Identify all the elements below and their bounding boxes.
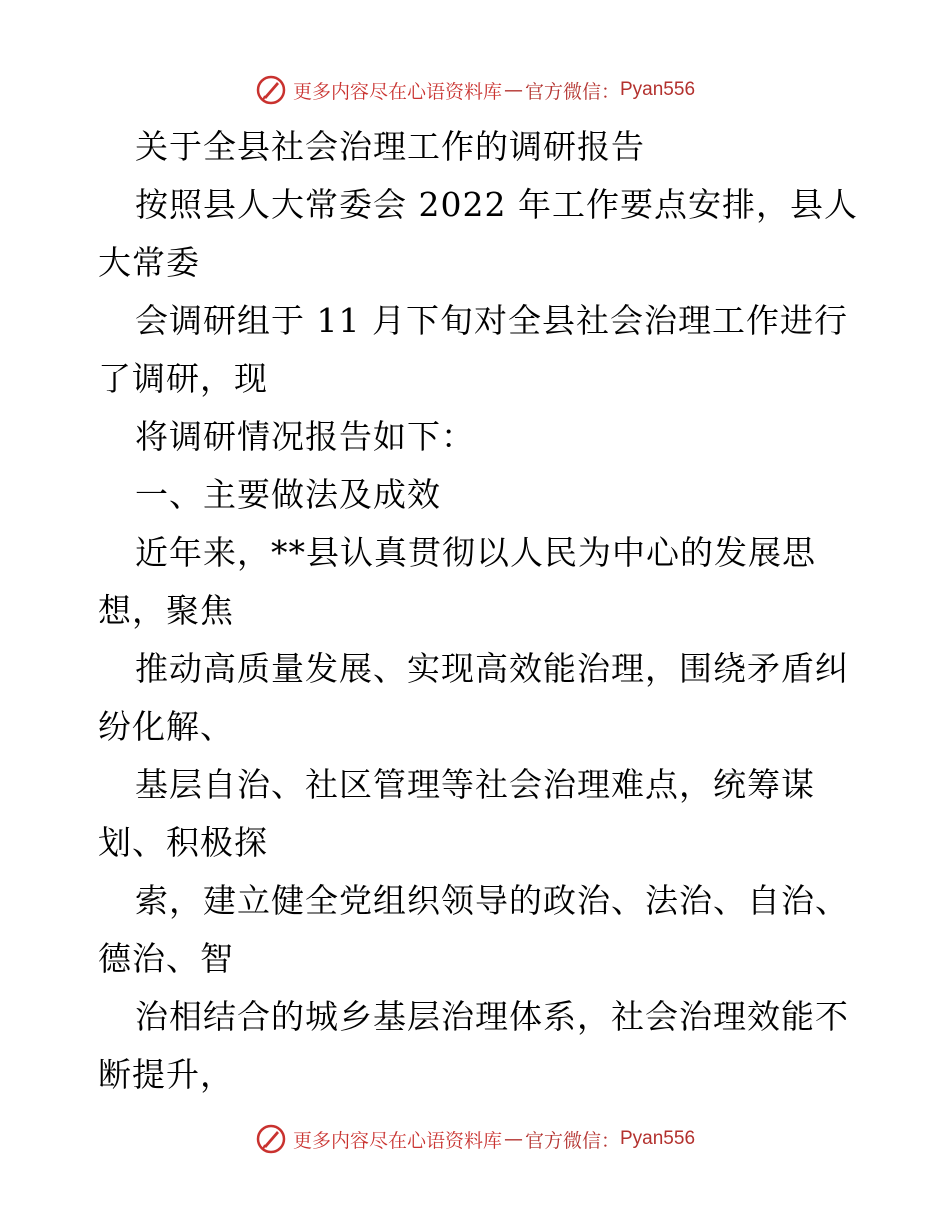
paragraph-line: 索，建立健全党组织领导的政治、法治、自治、 (135, 881, 849, 920)
quill-circle-icon (255, 74, 287, 106)
paragraph-line: 大常委 (98, 243, 200, 282)
watermark-label: 官方微信： (524, 1129, 620, 1152)
document-body (98, 118, 858, 1104)
paragraph-line: 纷化解、 (98, 707, 234, 746)
section-heading: 一、主要做法及成效 (135, 475, 441, 514)
paragraph-line: 按照县人大常委会 2022 年工作要点安排，县人 (135, 185, 858, 224)
paragraph-line: 了调研，现 (98, 359, 268, 398)
watermark-main-text: 更多内容尽在心语资料库 (292, 1129, 502, 1152)
paragraph-line: 治相结合的城乡基层治理体系，社会治理效能不 (135, 997, 849, 1036)
paragraph-line: 推动高质量发展、实现高效能治理，围绕矛盾纠 (135, 649, 849, 688)
watermark-wechat-id: Pyan556 (620, 79, 696, 100)
watermark-dash: — (503, 1128, 523, 1150)
paragraph-line: 会调研组于 11 月下旬对全县社会治理工作进行 (135, 301, 848, 340)
paragraph-line: 想，聚焦 (98, 591, 234, 630)
watermark-dash: — (503, 79, 523, 101)
watermark-label: 官方微信： (524, 80, 620, 103)
footer-watermark (0, 1119, 950, 1159)
paragraph-line: 将调研情况报告如下： (135, 417, 475, 456)
quill-circle-icon (255, 1123, 287, 1155)
header-watermark (0, 70, 950, 110)
paragraph-line: 断提升， (98, 1055, 234, 1094)
paragraph-line: 划、积极探 (98, 823, 268, 862)
paragraph-line: 基层自治、社区管理等社会治理难点，统筹谋 (135, 765, 815, 804)
paragraph-line: 德治、智 (98, 939, 234, 978)
document-title: 关于全县社会治理工作的调研报告 (135, 127, 645, 166)
watermark-wechat-id: Pyan556 (620, 1128, 696, 1149)
watermark-main-text: 更多内容尽在心语资料库 (292, 80, 502, 103)
paragraph-line: 近年来，**县认真贯彻以人民为中心的发展思 (135, 533, 816, 572)
